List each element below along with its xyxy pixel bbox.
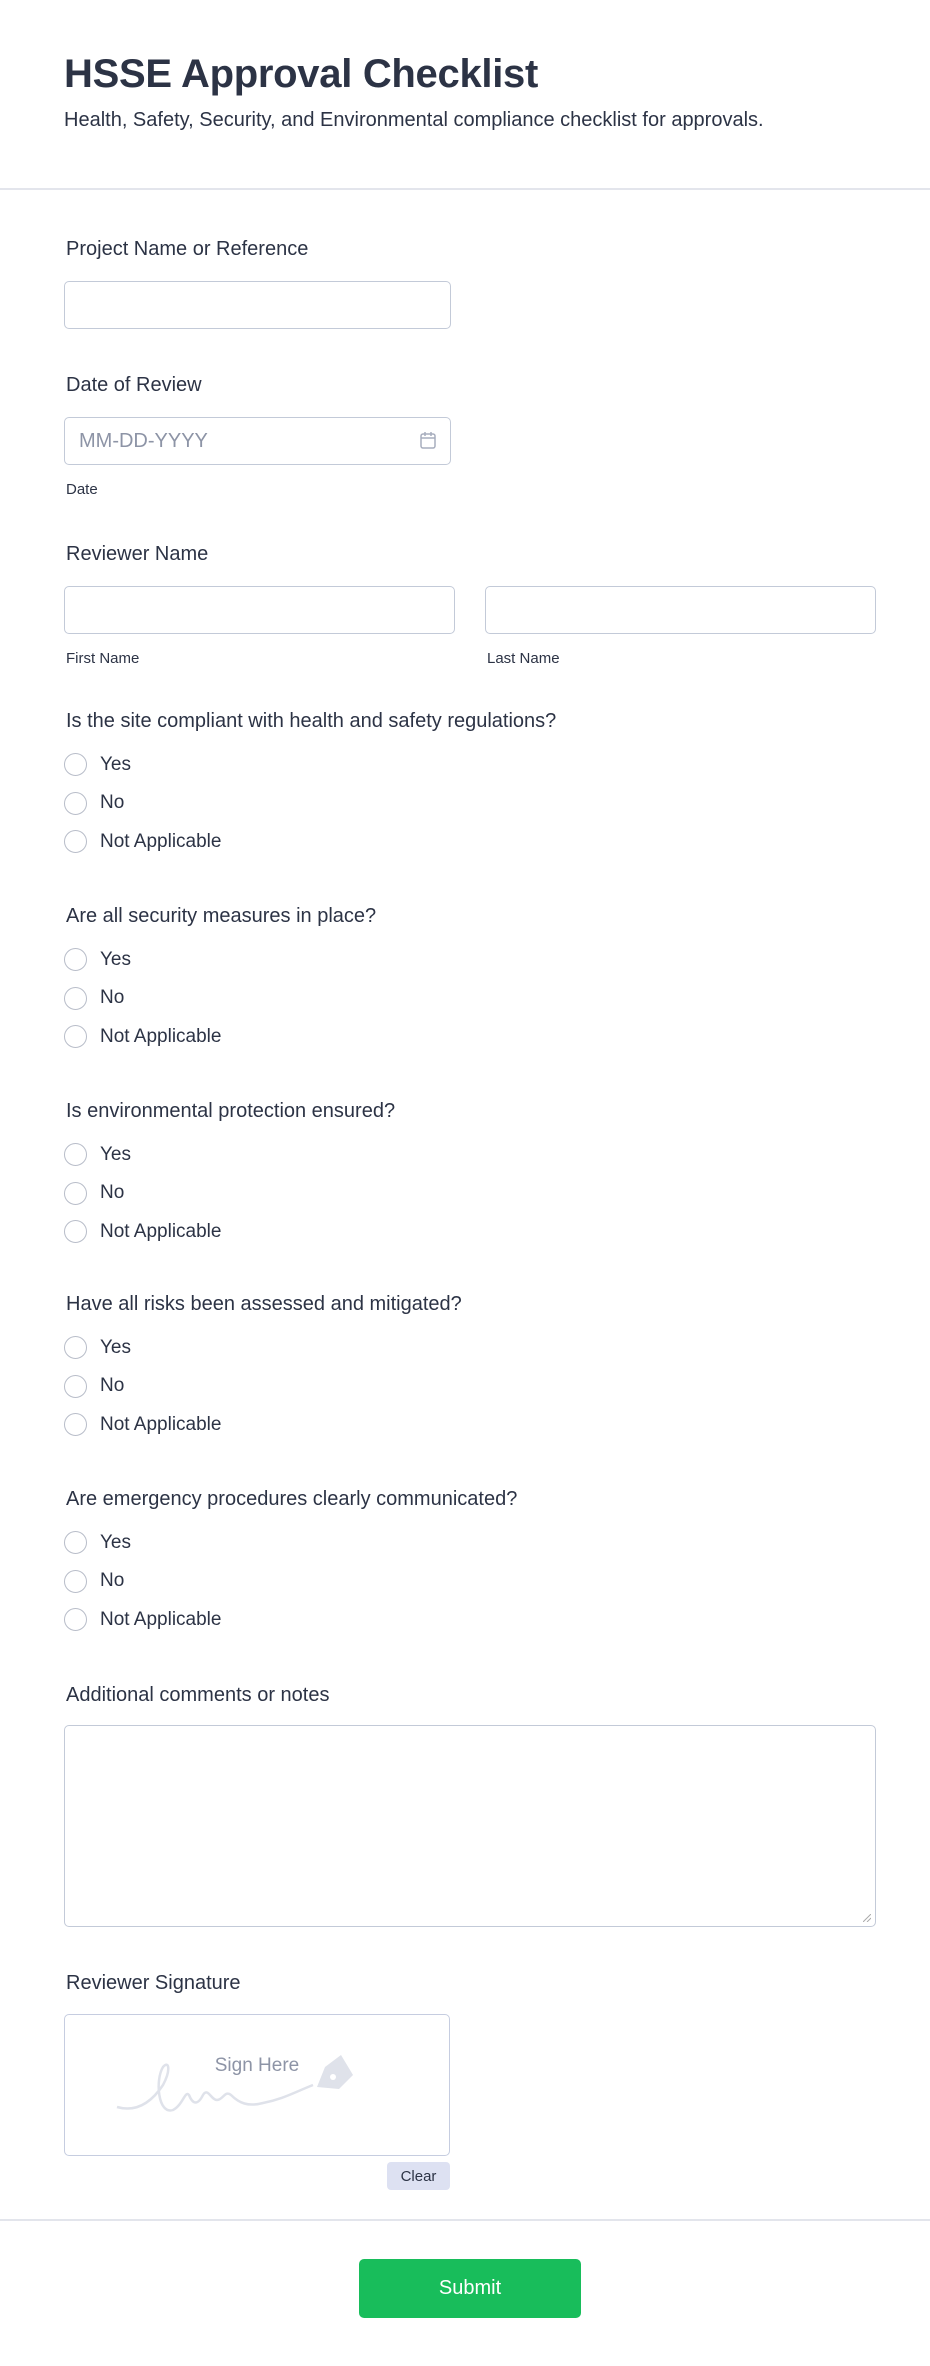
radio-circle-icon[interactable] [64, 987, 87, 1010]
radio-circle-icon[interactable] [64, 1025, 87, 1048]
radio-option-not-applicable[interactable] [64, 1608, 221, 1631]
form-title: HSSE Approval Checklist [64, 52, 538, 96]
radio-circle-icon[interactable] [64, 1608, 87, 1631]
radio-option-label: No [100, 987, 125, 1008]
submit-button[interactable]: Submit [359, 2259, 581, 2318]
date-input[interactable] [64, 417, 451, 465]
question-label: Are emergency procedures clearly communicated? [66, 1488, 518, 1510]
radio-circle-icon[interactable] [64, 830, 87, 853]
date-label: Date of Review [66, 374, 202, 396]
radio-option-no[interactable] [64, 1375, 124, 1398]
reviewer-name-label: Reviewer Name [66, 543, 209, 565]
radio-option-label: Yes [100, 948, 131, 970]
question-label: Are all security measures in place? [66, 905, 377, 927]
clear-signature-button[interactable]: Clear [387, 2162, 450, 2190]
radio-option-label: Not Applicable [100, 1220, 222, 1242]
project-input[interactable] [64, 281, 451, 329]
calendar-icon[interactable] [420, 431, 436, 449]
resize-handle-icon[interactable] [863, 1914, 871, 1922]
date-sublabel: Date [66, 481, 98, 498]
radio-option-no[interactable] [64, 792, 124, 815]
radio-option-label: Yes [100, 753, 131, 775]
project-label: Project Name or Reference [66, 238, 309, 260]
footer-divider [0, 2219, 930, 2221]
radio-circle-icon[interactable] [64, 1220, 87, 1243]
radio-circle-icon[interactable] [64, 1143, 87, 1166]
header-divider [0, 188, 930, 190]
radio-circle-icon[interactable] [64, 792, 87, 815]
radio-option-label: Not Applicable [100, 1413, 222, 1435]
comments-textarea[interactable] [64, 1725, 876, 1927]
radio-option-label: No [100, 1375, 125, 1396]
radio-option-label: Yes [100, 1143, 131, 1165]
radio-circle-icon[interactable] [64, 1413, 87, 1436]
first-name-sublabel: First Name [66, 650, 140, 667]
radio-option-label: Not Applicable [100, 1025, 222, 1047]
form-subtitle: Health, Safety, Security, and Environmental compliance checklist for approvals. [64, 109, 764, 131]
radio-option-yes[interactable] [64, 1336, 131, 1359]
sign-here-placeholder: Sign Here [214, 2055, 300, 2076]
radio-option-yes[interactable] [64, 753, 131, 776]
radio-option-no[interactable] [64, 1570, 124, 1593]
radio-circle-icon[interactable] [64, 948, 87, 971]
first-name-input[interactable] [64, 586, 455, 634]
radio-option-no[interactable] [64, 1182, 124, 1205]
radio-option-not-applicable[interactable] [64, 1220, 221, 1243]
radio-option-yes[interactable] [64, 1531, 131, 1554]
radio-circle-icon[interactable] [64, 1375, 87, 1398]
radio-option-yes[interactable] [64, 1143, 131, 1166]
radio-option-label: No [100, 1570, 125, 1591]
radio-circle-icon[interactable] [64, 1531, 87, 1554]
signature-pad[interactable] [64, 2014, 450, 2156]
question-label: Have all risks been assessed and mitigated? [66, 1293, 462, 1315]
radio-option-yes[interactable] [64, 948, 131, 971]
radio-circle-icon[interactable] [64, 753, 87, 776]
radio-option-label: No [100, 1182, 125, 1203]
last-name-sublabel: Last Name [487, 650, 560, 667]
radio-circle-icon[interactable] [64, 1570, 87, 1593]
radio-option-not-applicable[interactable] [64, 1413, 221, 1436]
radio-option-no[interactable] [64, 987, 124, 1010]
radio-option-label: Not Applicable [100, 1608, 222, 1630]
radio-option-not-applicable[interactable] [64, 1025, 221, 1048]
signature-label: Reviewer Signature [66, 1972, 241, 1994]
radio-option-label: Yes [100, 1336, 131, 1358]
last-name-input[interactable] [485, 586, 876, 634]
radio-circle-icon[interactable] [64, 1336, 87, 1359]
comments-label: Additional comments or notes [66, 1684, 330, 1706]
radio-option-label: No [100, 792, 125, 813]
question-label: Is the site compliant with health and safety regulations? [66, 710, 557, 732]
radio-option-label: Not Applicable [100, 830, 222, 852]
radio-circle-icon[interactable] [64, 1182, 87, 1205]
radio-option-label: Yes [100, 1531, 131, 1553]
question-label: Is environmental protection ensured? [66, 1100, 396, 1122]
radio-option-not-applicable[interactable] [64, 830, 221, 853]
date-placeholder: MM-DD-YYYY [79, 430, 208, 452]
